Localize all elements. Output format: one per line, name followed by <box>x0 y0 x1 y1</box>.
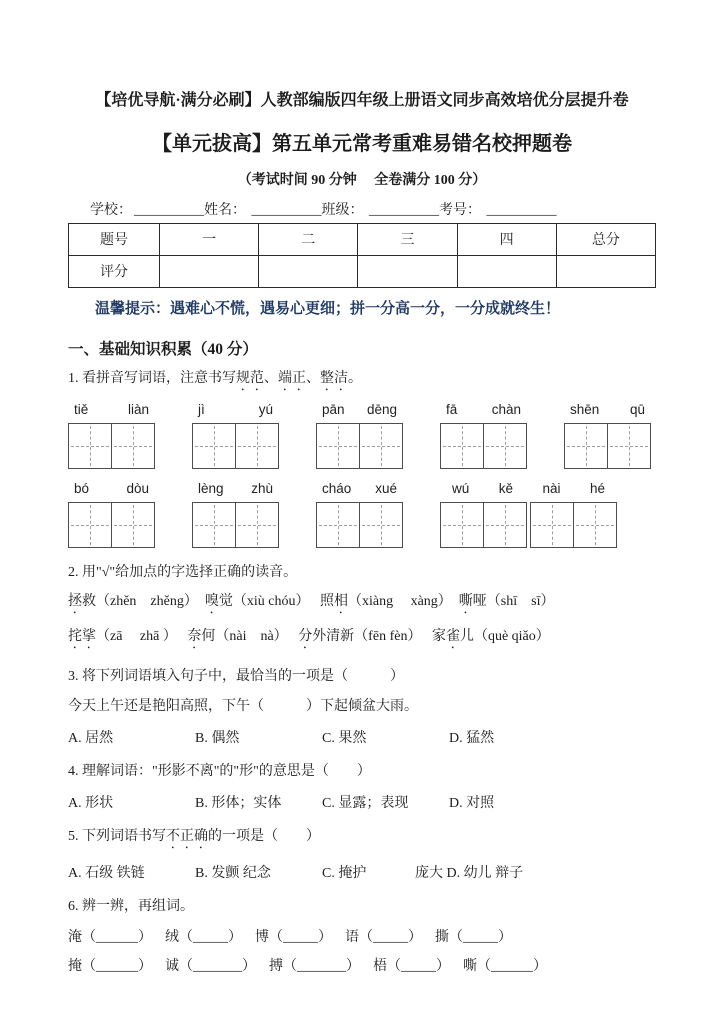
student-info-line <box>90 199 656 219</box>
score-table <box>68 223 656 288</box>
writing-box[interactable] <box>359 503 402 547</box>
writing-grid[interactable] <box>440 423 527 469</box>
pinyin-label: cháo xué <box>322 480 397 496</box>
exam-number-blank[interactable]: __________ <box>483 202 557 218</box>
writing-box[interactable] <box>317 424 359 468</box>
score-cell[interactable] <box>556 255 655 287</box>
q3-options[interactable]: A. 居然 B. 偶然 C. 果然 D. 猛然 <box>68 731 495 747</box>
school-label: 学校： <box>90 202 132 218</box>
name-blank[interactable]: __________ <box>248 202 322 218</box>
q1-word-unit <box>316 402 403 469</box>
score-header-cell: 题号 <box>69 223 160 255</box>
q1-word-unit-4char <box>440 481 617 548</box>
pinyin-label: bó dòu <box>74 480 149 496</box>
section-1-heading: 一、基础知识积累（40 分） <box>68 340 258 358</box>
writing-box[interactable] <box>111 503 154 547</box>
exam-number-label: 考号： <box>439 202 481 218</box>
score-cell[interactable] <box>259 255 358 287</box>
q1-word-unit <box>68 402 155 469</box>
q3-stem: 3. 将下列词语填入句子中，最恰当的一项是（ ） <box>68 669 404 685</box>
pinyin-label: shēn qū <box>570 401 645 417</box>
q1-word-unit <box>68 481 155 548</box>
writing-box[interactable] <box>441 503 483 547</box>
q1-band-2 <box>68 481 656 548</box>
q1-word-unit <box>440 402 527 469</box>
q1-word-unit <box>564 402 651 469</box>
q2-line-1: 拯救（zhěn zhěng） 嗅觉（xiù chóu） 照相（xiàng xàng） 嘶哑（shī sī） <box>68 594 555 610</box>
q5-options[interactable]: A. 石级 铁链 B. 发颤 纪念 C. 掩护 庞大 D. 幼儿 辩子 <box>68 866 524 882</box>
exam-info-line: （考试时间 90 分钟 全卷满分 100 分） <box>237 172 487 188</box>
writing-grid[interactable] <box>530 502 617 548</box>
score-header-cell: 四 <box>457 223 556 255</box>
writing-grid[interactable] <box>316 502 403 548</box>
q6-stem: 6. 辨一辨，再组词。 <box>68 899 194 915</box>
score-table-header-row <box>69 223 656 255</box>
name-label: 姓名： <box>204 202 246 218</box>
series-title: 【培优导航·满分必刷】人教部编版四年级上册语文同步高效培优分层提升卷 <box>95 92 629 109</box>
score-table-score-row <box>69 255 656 287</box>
class-label: 班级： <box>321 202 364 218</box>
writing-box[interactable] <box>111 424 154 468</box>
q1-band-1 <box>68 402 656 469</box>
q6-row-2: 掩（______） 诚（_______） 搏（_______） 梧（_____） 嘶（______） <box>68 959 547 975</box>
pinyin-label: pān dēng <box>322 401 397 417</box>
score-cell[interactable] <box>358 255 457 287</box>
pinyin-label: lèng zhù <box>198 480 273 496</box>
paper-title: 【单元拔高】第五单元常考重难易错名校押题卷 <box>152 132 572 155</box>
writing-box[interactable] <box>193 503 235 547</box>
q1-word-unit <box>192 481 279 548</box>
school-blank[interactable]: __________ <box>134 202 204 218</box>
writing-box[interactable] <box>193 424 235 468</box>
score-cell[interactable] <box>457 255 556 287</box>
writing-grid[interactable] <box>68 502 155 548</box>
writing-box[interactable] <box>531 503 573 547</box>
pinyin-label: wú kě nài hé <box>452 480 605 496</box>
writing-grid[interactable] <box>192 502 279 548</box>
writing-box[interactable] <box>69 503 111 547</box>
q2-stem: 2. 用"√"给加点的字选择正确的读音。 <box>68 564 298 580</box>
q4-stem: 4. 理解词语："形影不离"的"形"的意思是（ ） <box>68 764 371 780</box>
q3-sentence: 今天上午还是艳阳高照，下午（ ）下起倾盆大雨。 <box>68 699 418 715</box>
writing-grid[interactable] <box>316 423 403 469</box>
writing-box[interactable] <box>565 424 607 468</box>
class-blank[interactable]: __________ <box>365 202 439 218</box>
pinyin-label: jì yú <box>198 401 273 417</box>
score-header-cell: 一 <box>160 223 259 255</box>
writing-grid[interactable] <box>192 423 279 469</box>
q4-options[interactable]: A. 形状 B. 形体；实体 C. 显露；表现 D. 对照 <box>68 796 495 812</box>
writing-grid[interactable] <box>564 423 651 469</box>
writing-box[interactable] <box>483 503 526 547</box>
writing-box[interactable] <box>573 503 616 547</box>
pinyin-label: fā chàn <box>446 401 521 417</box>
writing-grid[interactable] <box>440 502 527 548</box>
writing-box[interactable] <box>69 424 111 468</box>
writing-grid[interactable] <box>68 423 155 469</box>
writing-box[interactable] <box>607 424 650 468</box>
writing-box[interactable] <box>235 503 278 547</box>
score-header-cell: 二 <box>259 223 358 255</box>
q1-word-unit <box>316 481 403 548</box>
score-header-cell: 总分 <box>556 223 655 255</box>
q1-word-unit <box>192 402 279 469</box>
score-header-cell: 三 <box>358 223 457 255</box>
q5-stem: 5. 下列词语书写不正确的一项是（ ） <box>68 829 320 845</box>
q1-stem: 1. 看拼音写词语，注意书写规范、端正、整洁。 <box>68 370 362 386</box>
q2-line-2: 挓挲（zā zhā ） 奈何（nài nà） 分外清新（fēn fèn） 家雀儿（què qiǎo） <box>68 629 550 645</box>
writing-box[interactable] <box>359 424 402 468</box>
writing-box[interactable] <box>483 424 526 468</box>
encouragement-tip: 温馨提示：遇难心不慌，遇易心更细；拼一分高一分，一分成就终生！ <box>95 300 561 317</box>
writing-box[interactable] <box>317 503 359 547</box>
writing-box[interactable] <box>235 424 278 468</box>
score-cell[interactable] <box>160 255 259 287</box>
writing-box[interactable] <box>441 424 483 468</box>
q6-row-1: 淹（______） 绒（_____） 博（_____） 语（_____） 撕（_____） <box>68 930 512 946</box>
score-row-label: 评分 <box>69 255 160 287</box>
pinyin-label: tiě liàn <box>74 401 149 417</box>
